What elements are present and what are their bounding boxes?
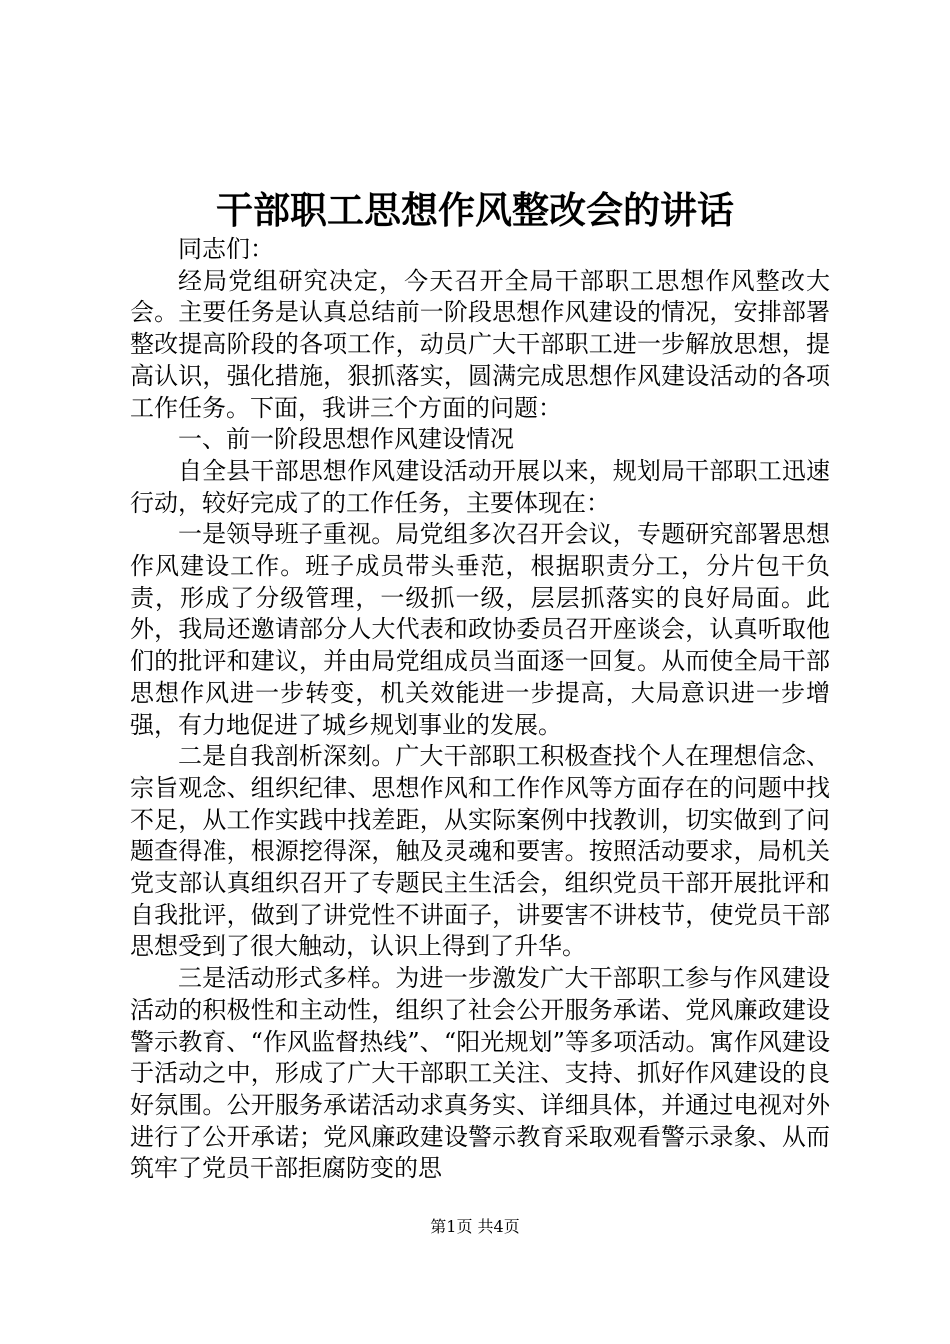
section-heading-1: 一、前一阶段思想作风建设情况 bbox=[178, 425, 514, 454]
document-title: 干部职工思想作风整改会的讲话 bbox=[216, 188, 734, 232]
document-body bbox=[130, 234, 830, 1185]
page-number-footer: 第1页 共4页 bbox=[430, 1217, 520, 1236]
paragraph-overview: 自全县干部思想作风建设活动开展以来，规划局干部职工迅速行动，较好完成了的工作任务，主要体现在： bbox=[130, 456, 830, 517]
paragraph-salutation: 同志们： bbox=[178, 235, 274, 263]
paragraph-intro: 经局党组研究决定，今天召开全局干部职工思想作风整改大会。主要任务是认真总结前一阶段思想作风建设的情况，安排部署整改提高阶段的各项工作，动员广大干部职工进一步解放思想，提高认识，强化措施，狠抓落实，圆满完成思想作风建设活动的各项工作任务。下面，我讲三个方面的问题： bbox=[130, 266, 830, 422]
paragraph-point-3: 三是活动形式多样。为进一步激发广大干部职工参与作风建设活动的积极性和主动性，组织了社会公开服务承诺、党风廉政建设警示教育、“作风监督热线”、“阳光规划”等多项活动。寓作风建设于活动之中，形成了广大干部职工关注、支持、抓好作风建设的良好氛围。公开服务承诺活动求真务实、详细具体，并通过电视对外进行了公开承诺；党风廉政建设警示教育采取观看警示录象、从而筑牢了党员干部拒腐防变的思 bbox=[130, 964, 830, 1183]
paragraph-point-1: 一是领导班子重视。局党组多次召开会议，专题研究部署思想作风建设工作。班子成员带头垂范，根据职责分工，分片包干负责，形成了分级管理，一级抓一级，层层抓落实的良好局面。此外，我局还邀请部分人大代表和政协委员召开座谈会，认真听取他们的批评和建议，并由局党组成员当面逐一回复。从而使全局干部思想作风进一步转变，机关效能进一步提高，大局意识进一步增强，有力地促进了城乡规划事业的发展。 bbox=[130, 520, 830, 739]
paragraph-point-2: 二是自我剖析深刻。广大干部职工积极查找个人在理想信念、宗旨观念、组织纪律、思想作风和工作作风等方面存在的问题中找不足，从工作实践中找差距，从实际案例中找教训，切实做到了问题查得准，根源挖得深，触及灵魂和要害。按照活动要求，局机关党支部认真组织召开了专题民主生活会，组织党员干部开展批评和自我批评，做到了讲党性不讲面子，讲要害不讲枝节，使党员干部思想受到了很大触动，认识上得到了升华。 bbox=[130, 742, 830, 961]
